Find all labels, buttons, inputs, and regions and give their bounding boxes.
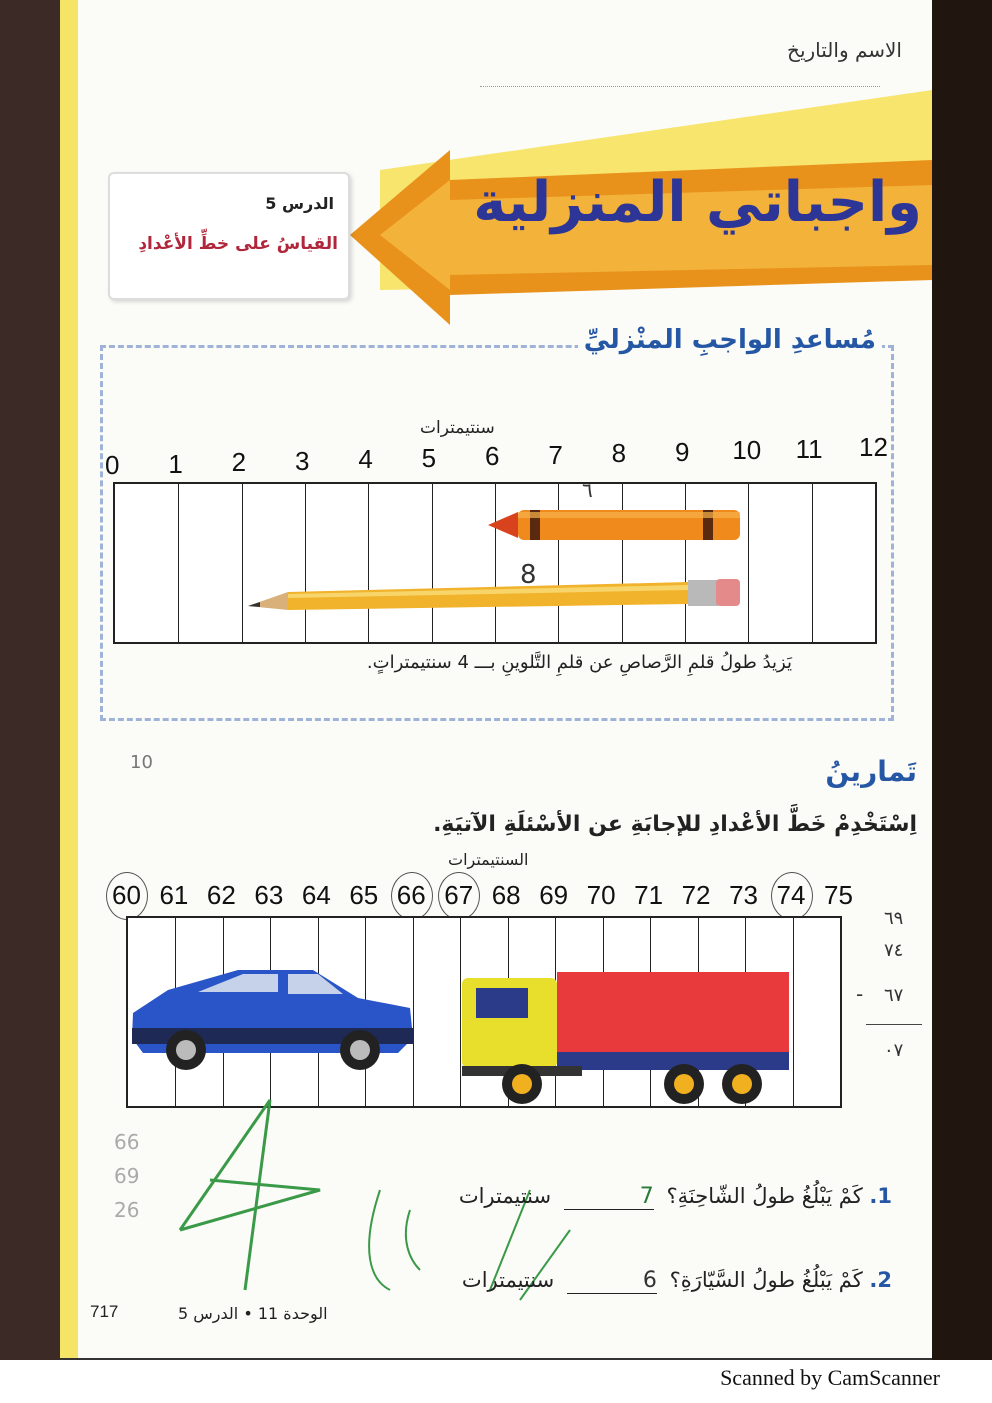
grid-line [793,918,794,1106]
exercise-ruler-number: 67 [444,880,474,910]
grid-line [242,484,243,642]
exercise-ruler-number: 75 [824,880,853,910]
helper-ruler-number: 11 [795,433,823,464]
question-2-text: كَمْ يَبْلُغُ طولُ السَّيّارَةِ؟ [669,1268,863,1292]
helper-ruler-number: 4 [358,444,373,474]
side-calc-value: ٧٤ [884,940,904,961]
lesson-title: القياسُ على خطِّ الأعْدادِ [138,234,338,254]
exercise-ruler-number: 69 [539,880,569,910]
question-1-text: كَمْ يَبْلُغُ طولُ الشّاحِنَةِ؟ [666,1184,863,1208]
left-calc-value: 26 [114,1198,140,1222]
page-title: واجباتي المنزلية [473,170,922,235]
helper-ruler-number: 6 [485,441,500,471]
left-calc-value: 66 [114,1130,140,1154]
circled-number-mark [391,872,433,920]
exercise-ruler-number: 70 [586,880,616,910]
crayon-mark: ٦ [582,478,593,502]
question-1-answer: 7 [639,1184,654,1209]
crayon-image [488,500,744,550]
page-number: 717 [90,1302,119,1321]
exercise-ruler-number: 65 [349,880,379,910]
helper-ruler-number: 12 [859,432,888,462]
helper-ruler-number: 2 [231,447,247,477]
question-1-answer-blank[interactable] [564,1184,654,1210]
exercise-ruler-number: 72 [681,880,711,910]
question-1 [459,1184,892,1210]
exercise-ruler-number: 64 [301,880,331,910]
scan-background-left [0,0,60,1360]
unit-lesson-footer: الوحدة 11 • الدرس 5 [178,1304,328,1323]
exercise-unit-label: السنتيمترات [448,850,529,869]
grid-line [368,484,369,642]
exercise-ruler-number: 61 [159,880,189,910]
circled-number-mark [771,872,813,920]
exercises-instruction: اِسْتَخْدِمْ خَطَّ الأعْدادِ للإجابَةِ عن الأسْئلَةِ الآتيَةِ. [433,812,917,837]
grid-line [432,484,433,642]
helper-ruler-number: 10 [732,435,762,465]
circled-number-mark [106,872,148,920]
helper-ruler-number: 3 [295,445,310,476]
lesson-number: الدرس 5 [265,194,334,213]
calc-line [866,1024,922,1025]
helper-ruler-number: 1 [168,448,183,479]
exercise-ruler-number: 66 [396,880,426,910]
question-2-number: 2. [869,1268,892,1292]
grid-line [748,484,749,642]
helper-ruler-number: 7 [548,439,563,470]
question-2-answer: 6 [642,1268,657,1293]
exercise-ruler-number: 74 [776,880,806,910]
page-edge-strip [60,0,78,1360]
side-calc-value: ٦٩ [884,908,904,929]
exercise-ruler-number: 63 [254,880,284,910]
pencil-mark: 8 [520,560,537,590]
exercise-ruler-number: 71 [634,880,664,910]
exercise-ruler-number: 73 [729,880,758,910]
question-2-unit: سنتيمترات [461,1268,555,1292]
circled-number-mark [438,872,480,920]
scanner-watermark: Scanned by CamScanner [720,1365,940,1390]
side-calc-value: ٠٧ [884,1040,904,1061]
side-calc-value: ٦٧ [884,985,904,1006]
helper-unit-label: سنتيمترات [420,418,495,438]
exercise-ruler-number: 60 [112,880,141,910]
question-2-answer-blank[interactable] [567,1268,657,1294]
scan-background-right [932,0,992,1360]
helper-ruler-number: 0 [105,450,120,480]
helper-title: مُساعدِ الواجبِ المنْزليِّ [578,325,882,355]
helper-ruler-number: 8 [611,438,627,468]
minus-sign: - [856,982,864,1006]
exercises-title: تَمارينُ [825,755,917,788]
car-image [128,968,418,1073]
page-bottom-edge [60,1358,932,1360]
lesson-box [108,172,350,300]
left-calc-value: 69 [114,1164,140,1188]
margin-note: 10 [130,752,153,773]
pencil-image [248,574,742,614]
question-1-number: 1. [869,1184,892,1208]
helper-note: يَزيدُ طولُ قلمِ الرَّصاصِ عن قلمِ التَّلوينِ بـــ 4 سنتيمتراتٍ. [366,652,792,673]
exercise-ruler-number: 68 [491,880,521,910]
name-date-label: الاسم والتاريخ [787,38,902,62]
helper-ruler-number: 9 [675,436,690,467]
question-1-unit: سنتيمترات [458,1184,552,1208]
grid-line [305,484,306,642]
exercise-ruler-number: 62 [206,880,236,910]
grid-line [812,484,813,642]
question-2 [462,1268,892,1294]
grid-line [178,484,179,642]
helper-ruler-number: 5 [421,442,437,473]
